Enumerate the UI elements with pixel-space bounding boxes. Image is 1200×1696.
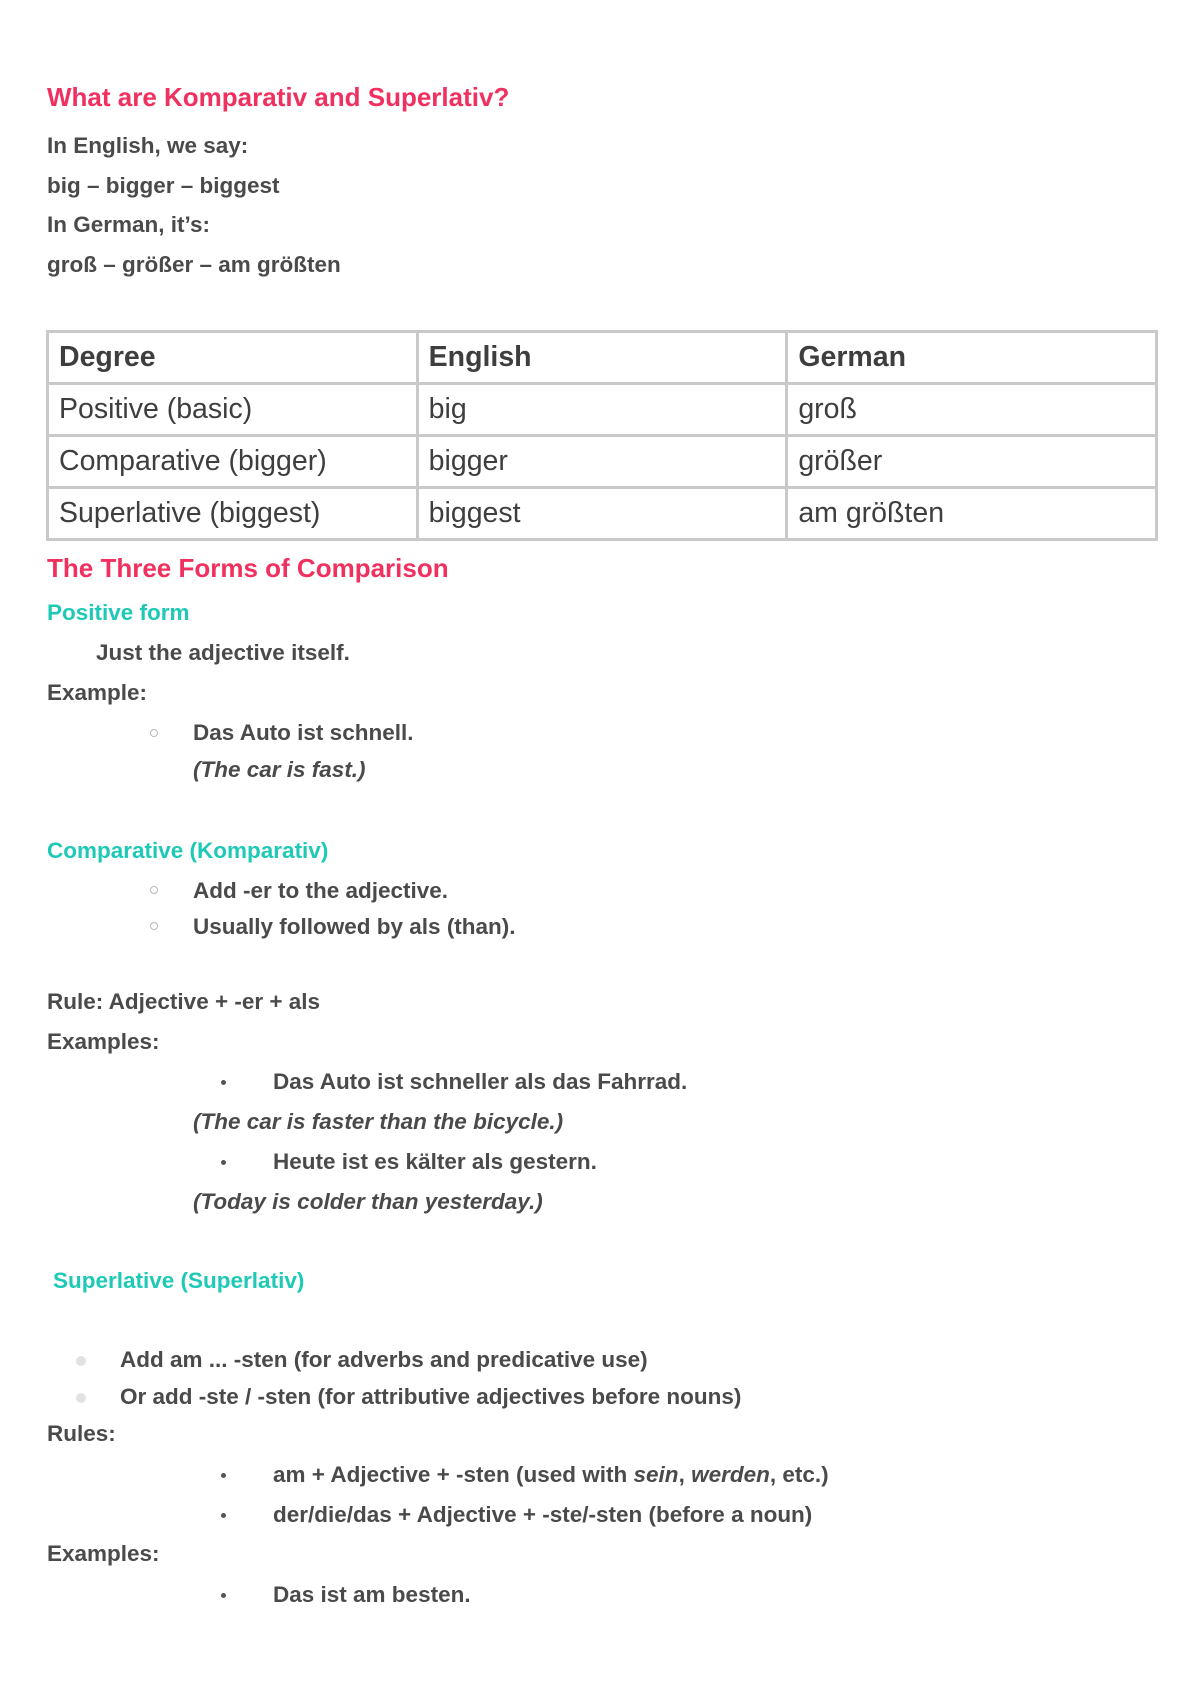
subheading-superlative: Superlative (Superlativ) [53,1268,305,1293]
example-english: (The car is fast.) [193,757,366,782]
table-row [48,436,1157,488]
example-german: Das Auto ist schneller als das Fahrrad. [273,1069,688,1094]
table-cell: Comparative (bigger) [48,436,418,488]
rule-text: am + Adjective + -sten (used with [273,1462,634,1487]
intro-line: In German, it’s: [47,212,210,237]
rule-verb-sein: sein [633,1462,679,1487]
example-german: Das ist am besten. [273,1582,471,1607]
intro-line: big – bigger – biggest [47,173,280,198]
intro-line: In English, we say: [47,133,249,158]
example-english: (Today is colder than yesterday.) [193,1189,543,1214]
table-header-cell: English [417,332,787,384]
example-german: Das Auto ist schnell. [193,720,414,745]
examples-label: Examples: [47,1541,160,1566]
circle-bullet-icon [150,729,158,737]
bullet-dot-icon [221,1473,226,1478]
circle-bullet-icon [150,886,158,894]
positive-description: Just the adjective itself. [96,640,350,665]
comparison-table [46,330,1158,541]
section-title-komparativ-superlativ: What are Komparativ and Superlativ? [47,82,510,112]
rule-separator: , [678,1462,692,1487]
example-german: Heute ist es kälter als gestern. [273,1149,597,1174]
rules-label: Rules: [47,1421,116,1446]
table-cell: größer [787,436,1157,488]
table-header-cell: Degree [48,332,418,384]
table-header-cell: German [787,332,1157,384]
bullet-dot-icon [221,1160,226,1165]
table-cell: biggest [417,488,787,540]
table-row [48,384,1157,436]
subheading-positive: Positive form [47,600,190,625]
bullet-dot-icon [76,1356,86,1366]
table-header-row [48,332,1157,384]
comparative-bullet: Add -er to the adjective. [193,878,449,903]
table-cell: bigger [417,436,787,488]
rule-text: , etc.) [769,1462,829,1487]
section-title-three-forms: The Three Forms of Comparison [47,553,449,583]
example-label: Example: [47,680,148,705]
table-cell: Superlative (biggest) [48,488,418,540]
comparative-rule: Rule: Adjective + -er + als [47,989,321,1014]
bullet-dot-icon [221,1513,226,1518]
table-cell: big [417,384,787,436]
rule-verb-werden: werden [691,1462,770,1487]
superlative-bullet: Or add -ste / -sten (for attributive adjectives before nouns) [120,1384,742,1409]
bullet-dot-icon [76,1393,86,1403]
intro-line: groß – größer – am größten [47,252,341,277]
superlative-rule-2: der/die/das + Adjective + -ste/-sten (before a noun) [273,1502,813,1527]
table-row [48,488,1157,540]
example-english: (The car is faster than the bicycle.) [193,1109,564,1134]
table-cell: am größten [787,488,1157,540]
superlative-bullet: Add am ... -sten (for adverbs and predicative use) [120,1347,648,1372]
table-cell: Positive (basic) [48,384,418,436]
bullet-dot-icon [221,1593,226,1598]
comparative-bullet: Usually followed by als (than). [193,914,516,939]
circle-bullet-icon [150,922,158,930]
examples-label: Examples: [47,1029,160,1054]
superlative-rule-1 [273,1462,829,1488]
table-cell: groß [787,384,1157,436]
subheading-comparative: Comparative (Komparativ) [47,838,329,863]
bullet-dot-icon [221,1080,226,1085]
